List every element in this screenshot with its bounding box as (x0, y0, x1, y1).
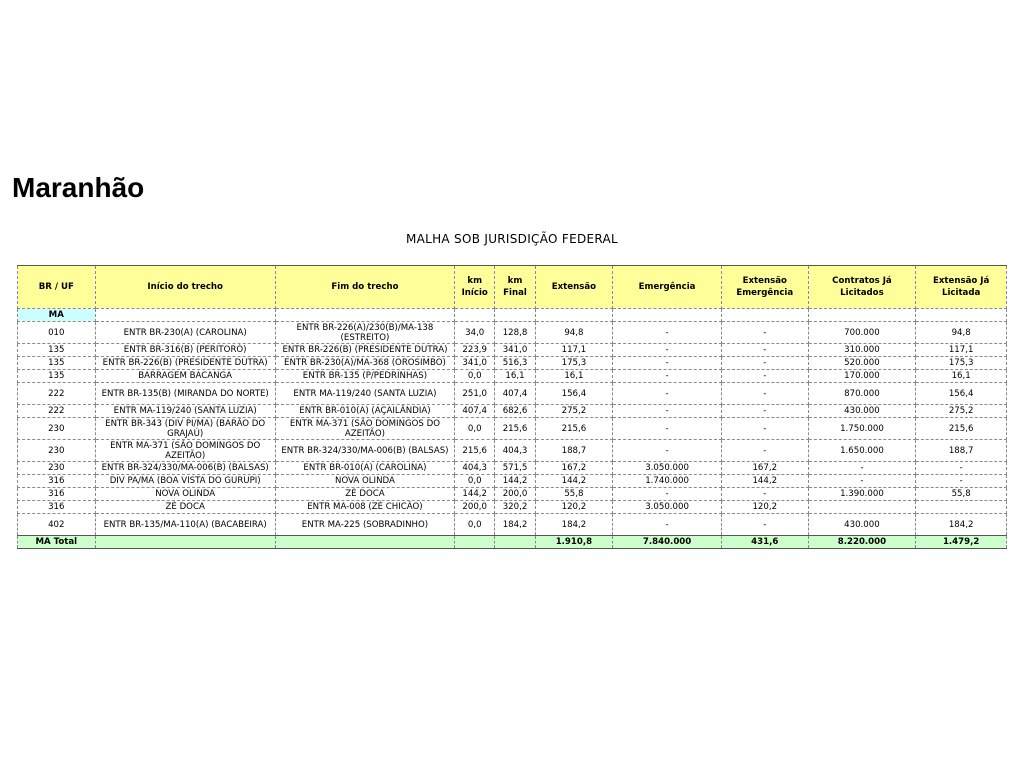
cell-fim: ZÉ DOCA (275, 488, 454, 501)
cell-extensao: 175,3 (535, 357, 613, 370)
cell-km-final: 404,3 (495, 440, 535, 462)
cell-inicio: NOVA OLINDA (95, 488, 275, 501)
cell-contratos: 700.000 (808, 322, 916, 344)
cell-km-inicio: 0,0 (455, 475, 495, 488)
cell-inicio: ENTR BR-343 (DIV PI/MA) (BARÃO DO GRAJAÚ) (95, 418, 275, 440)
uf-cell: MA (18, 309, 96, 322)
cell-km-final: 571,5 (495, 462, 535, 475)
uf-row (18, 309, 1007, 322)
cell-extensao-licitada: - (916, 462, 1007, 475)
header-km-final: km Final (495, 266, 535, 309)
table-caption: MALHA SOB JURISDIÇÃO FEDERAL (405, 232, 619, 246)
cell-extensao-licitada: 215,6 (916, 418, 1007, 440)
cell-fim: ENTR MA-119/240 (SANTA LUZIA) (275, 383, 454, 405)
cell-inicio: ENTR BR-135(B) (MIRANDA DO NORTE) (95, 383, 275, 405)
cell-contratos: 170.000 (808, 370, 916, 383)
cell-br: 135 (18, 357, 96, 370)
empty-cell (495, 536, 535, 549)
cell-contratos: 1.750.000 (808, 418, 916, 440)
cell-extensao-emergencia: - (721, 357, 808, 370)
cell-extensao: 275,2 (535, 405, 613, 418)
cell-km-inicio: 251,0 (455, 383, 495, 405)
cell-br: 230 (18, 440, 96, 462)
cell-extensao: 16,1 (535, 370, 613, 383)
table-row (18, 383, 1007, 405)
cell-extensao-emergencia: - (721, 488, 808, 501)
cell-extensao-emergencia: 167,2 (721, 462, 808, 475)
header-emergencia: Emergência (613, 266, 722, 309)
cell-extensao-emergencia: - (721, 383, 808, 405)
table-row (18, 488, 1007, 501)
cell-km-inicio: 200,0 (455, 501, 495, 514)
cell-extensao: 156,4 (535, 383, 613, 405)
empty-cell (721, 309, 808, 322)
cell-fim: ENTR BR-226(A)/230(B)/MA-138 (ESTREITO) (275, 322, 454, 344)
cell-fim: NOVA OLINDA (275, 475, 454, 488)
cell-br: 316 (18, 488, 96, 501)
cell-contratos (808, 501, 916, 514)
empty-cell (916, 309, 1007, 322)
cell-br: 230 (18, 418, 96, 440)
total-extensao-emergencia: 431,6 (721, 536, 808, 549)
cell-extensao: 55,8 (535, 488, 613, 501)
cell-emergencia: - (613, 357, 722, 370)
cell-emergencia: - (613, 440, 722, 462)
cell-emergencia: - (613, 418, 722, 440)
table-row (18, 462, 1007, 475)
total-extensao-licitada: 1.479,2 (916, 536, 1007, 549)
cell-km-final: 341,0 (495, 344, 535, 357)
header-inicio: Início do trecho (95, 266, 275, 309)
cell-contratos: 1.390.000 (808, 488, 916, 501)
cell-inicio: ENTR MA-119/240 (SANTA LUZIA) (95, 405, 275, 418)
empty-cell (495, 309, 535, 322)
cell-contratos: - (808, 462, 916, 475)
table-row (18, 501, 1007, 514)
table-row (18, 405, 1007, 418)
cell-km-inicio: 404,3 (455, 462, 495, 475)
cell-km-final: 516,3 (495, 357, 535, 370)
cell-inicio: ENTR BR-316(B) (PERITORÓ) (95, 344, 275, 357)
cell-extensao: 184,2 (535, 514, 613, 536)
cell-fim: ENTR BR-135 (P/PEDRINHAS) (275, 370, 454, 383)
table-row (18, 357, 1007, 370)
cell-km-final: 128,8 (495, 322, 535, 344)
cell-km-inicio: 223,9 (455, 344, 495, 357)
cell-contratos: 310.000 (808, 344, 916, 357)
cell-br: 316 (18, 501, 96, 514)
cell-extensao-emergencia: - (721, 370, 808, 383)
cell-extensao: 188,7 (535, 440, 613, 462)
cell-inicio: ENTR BR-230(A) (CAROLINA) (95, 322, 275, 344)
cell-extensao-licitada: 16,1 (916, 370, 1007, 383)
empty-cell (535, 309, 613, 322)
cell-inicio: ZÉ DOCA (95, 501, 275, 514)
cell-extensao-emergencia: 120,2 (721, 501, 808, 514)
cell-emergencia: - (613, 344, 722, 357)
cell-extensao-licitada: 94,8 (916, 322, 1007, 344)
header-extensao-licitada: Extensão Já Licitada (916, 266, 1007, 309)
header-contratos: Contratos Já Licitados (808, 266, 916, 309)
table-row (18, 475, 1007, 488)
cell-br: 222 (18, 383, 96, 405)
cell-emergencia: 3.050.000 (613, 462, 722, 475)
cell-contratos: 430.000 (808, 514, 916, 536)
cell-extensao-emergencia: - (721, 322, 808, 344)
cell-km-inicio: 0,0 (455, 514, 495, 536)
cell-fim: ENTR BR-010(A) (CAROLINA) (275, 462, 454, 475)
cell-extensao-licitada: 55,8 (916, 488, 1007, 501)
cell-extensao-licitada: 175,3 (916, 357, 1007, 370)
empty-cell (95, 309, 275, 322)
cell-br: 135 (18, 370, 96, 383)
cell-br: 402 (18, 514, 96, 536)
cell-extensao-emergencia: - (721, 344, 808, 357)
cell-extensao-licitada (916, 501, 1007, 514)
cell-fim: ENTR BR-324/330/MA-006(B) (BALSAS) (275, 440, 454, 462)
page-title: Maranhão (12, 172, 145, 203)
header-br-uf: BR / UF (18, 266, 96, 309)
total-extensao: 1.910,8 (535, 536, 613, 549)
data-table (17, 265, 1007, 549)
cell-br: 010 (18, 322, 96, 344)
cell-inicio: BARRAGEM BACANGA (95, 370, 275, 383)
cell-extensao-licitada: 188,7 (916, 440, 1007, 462)
cell-km-final: 184,2 (495, 514, 535, 536)
cell-extensao-emergencia: - (721, 405, 808, 418)
cell-fim: ENTR BR-230(A)/MA-368 (OROSIMBO) (275, 357, 454, 370)
cell-br: 316 (18, 475, 96, 488)
cell-km-inicio: 407,4 (455, 405, 495, 418)
cell-extensao-emergencia: 144,2 (721, 475, 808, 488)
total-contratos: 8.220.000 (808, 536, 916, 549)
cell-km-inicio: 341,0 (455, 357, 495, 370)
empty-cell (455, 536, 495, 549)
cell-km-inicio: 34,0 (455, 322, 495, 344)
cell-fim: ENTR BR-010(A) (AÇAILÂNDIA) (275, 405, 454, 418)
cell-emergencia: - (613, 370, 722, 383)
table-row (18, 370, 1007, 383)
cell-emergencia: 1.740.000 (613, 475, 722, 488)
table-row (18, 344, 1007, 357)
cell-contratos: 520.000 (808, 357, 916, 370)
cell-extensao: 167,2 (535, 462, 613, 475)
cell-emergencia: 3.050.000 (613, 501, 722, 514)
table-row (18, 440, 1007, 462)
cell-extensao-emergencia: - (721, 418, 808, 440)
cell-extensao: 117,1 (535, 344, 613, 357)
cell-br: 222 (18, 405, 96, 418)
header-km-inicio: km Início (455, 266, 495, 309)
cell-extensao: 94,8 (535, 322, 613, 344)
cell-emergencia: - (613, 405, 722, 418)
empty-cell (275, 309, 454, 322)
cell-contratos: 870.000 (808, 383, 916, 405)
cell-extensao-licitada: 117,1 (916, 344, 1007, 357)
cell-extensao-licitada: 184,2 (916, 514, 1007, 536)
cell-inicio: ENTR BR-135/MA-110(A) (BACABEIRA) (95, 514, 275, 536)
cell-km-inicio: 0,0 (455, 418, 495, 440)
cell-emergencia: - (613, 488, 722, 501)
cell-emergencia: - (613, 322, 722, 344)
cell-km-final: 215,6 (495, 418, 535, 440)
cell-km-final: 682,6 (495, 405, 535, 418)
total-label: MA Total (18, 536, 96, 549)
total-emergencia: 7.840.000 (613, 536, 722, 549)
cell-contratos: 430.000 (808, 405, 916, 418)
header-extensao-emergencia: Extensão Emergência (721, 266, 808, 309)
table-row (18, 514, 1007, 536)
cell-km-inicio: 0,0 (455, 370, 495, 383)
cell-fim: ENTR BR-226(B) (PRESIDENTE DUTRA) (275, 344, 454, 357)
total-row (18, 536, 1007, 549)
cell-km-inicio: 215,6 (455, 440, 495, 462)
cell-km-final: 407,4 (495, 383, 535, 405)
empty-cell (613, 309, 722, 322)
cell-inicio: ENTR BR-226(B) (PRESIDENTE DUTRA) (95, 357, 275, 370)
cell-br: 135 (18, 344, 96, 357)
cell-km-final: 16,1 (495, 370, 535, 383)
cell-emergencia: - (613, 383, 722, 405)
empty-cell (95, 536, 275, 549)
cell-extensao-licitada: 156,4 (916, 383, 1007, 405)
cell-extensao: 215,6 (535, 418, 613, 440)
empty-cell (455, 309, 495, 322)
cell-extensao-emergencia: - (721, 514, 808, 536)
header-row (18, 266, 1007, 309)
table-row (18, 418, 1007, 440)
table-row (18, 322, 1007, 344)
cell-br: 230 (18, 462, 96, 475)
cell-inicio: DIV PA/MA (BOA VISTA DO GURUPI) (95, 475, 275, 488)
cell-fim: ENTR MA-225 (SOBRADINHO) (275, 514, 454, 536)
cell-km-final: 320,2 (495, 501, 535, 514)
cell-km-inicio: 144,2 (455, 488, 495, 501)
cell-contratos: 1.650.000 (808, 440, 916, 462)
header-fim: Fim do trecho (275, 266, 454, 309)
cell-extensao: 120,2 (535, 501, 613, 514)
cell-emergencia: - (613, 514, 722, 536)
cell-contratos: - (808, 475, 916, 488)
cell-fim: ENTR MA-008 (ZÉ CHICÃO) (275, 501, 454, 514)
cell-inicio: ENTR MA-371 (SÃO DOMINGOS DO AZEITÃO) (95, 440, 275, 462)
empty-cell (808, 309, 916, 322)
cell-extensao-emergencia: - (721, 440, 808, 462)
empty-cell (275, 536, 454, 549)
cell-extensao-licitada: 275,2 (916, 405, 1007, 418)
cell-extensao: 144,2 (535, 475, 613, 488)
cell-extensao-licitada: - (916, 475, 1007, 488)
cell-km-final: 144,2 (495, 475, 535, 488)
cell-km-final: 200,0 (495, 488, 535, 501)
cell-fim: ENTR MA-371 (SÃO DOMINGOS DO AZEITÃO) (275, 418, 454, 440)
cell-inicio: ENTR BR-324/330/MA-006(B) (BALSAS) (95, 462, 275, 475)
header-extensao: Extensão (535, 266, 613, 309)
